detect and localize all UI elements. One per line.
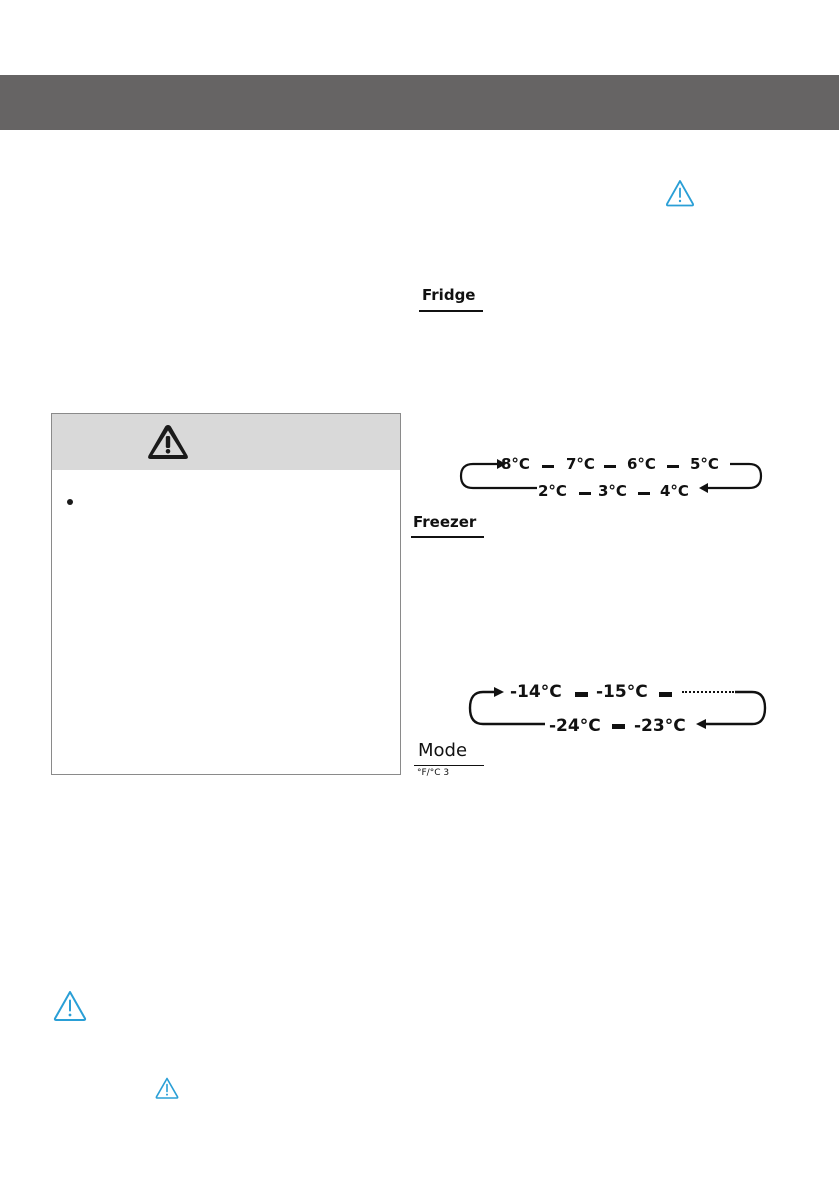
warning-box <box>51 413 401 775</box>
continuation-dots <box>682 691 734 693</box>
warning-triangle-outline-icon <box>53 990 87 1022</box>
dash <box>638 492 650 495</box>
header-banner <box>0 75 839 130</box>
dash <box>612 724 625 729</box>
fridge-label: Fridge <box>422 286 476 304</box>
freezer-temp-minus14: -14°C <box>510 682 562 702</box>
fridge-temp-8: 8°C <box>501 455 530 473</box>
dash <box>667 465 679 468</box>
warning-triangle-outline-icon <box>665 179 695 207</box>
freezer-temp-minus24: -24°C <box>549 716 601 736</box>
freezer-temp-minus23: -23°C <box>634 716 686 736</box>
warning-triangle-outline-icon <box>155 1077 179 1099</box>
fridge-temp-2: 2°C <box>538 482 567 500</box>
fridge-temp-4: 4°C <box>660 482 689 500</box>
dash <box>542 465 554 468</box>
fridge-label-underline <box>419 310 483 312</box>
freezer-label: Freezer <box>413 513 477 531</box>
dash <box>575 692 588 697</box>
freezer-temp-minus15: -15°C <box>596 682 648 702</box>
mode-label-underline <box>414 765 484 766</box>
fridge-temp-6: 6°C <box>627 455 656 473</box>
mode-sublabel: °F/°C 3 <box>417 768 450 778</box>
warning-triangle-filled-icon <box>146 423 190 461</box>
fridge-temp-3: 3°C <box>598 482 627 500</box>
dash <box>659 692 672 697</box>
dash <box>579 492 591 495</box>
freezer-label-underline <box>411 536 484 538</box>
dash <box>604 465 616 468</box>
fridge-temp-7: 7°C <box>566 455 595 473</box>
bullet-point <box>67 499 73 505</box>
warning-box-header <box>52 414 400 470</box>
fridge-temp-5: 5°C <box>690 455 719 473</box>
mode-label: Mode <box>418 740 468 761</box>
